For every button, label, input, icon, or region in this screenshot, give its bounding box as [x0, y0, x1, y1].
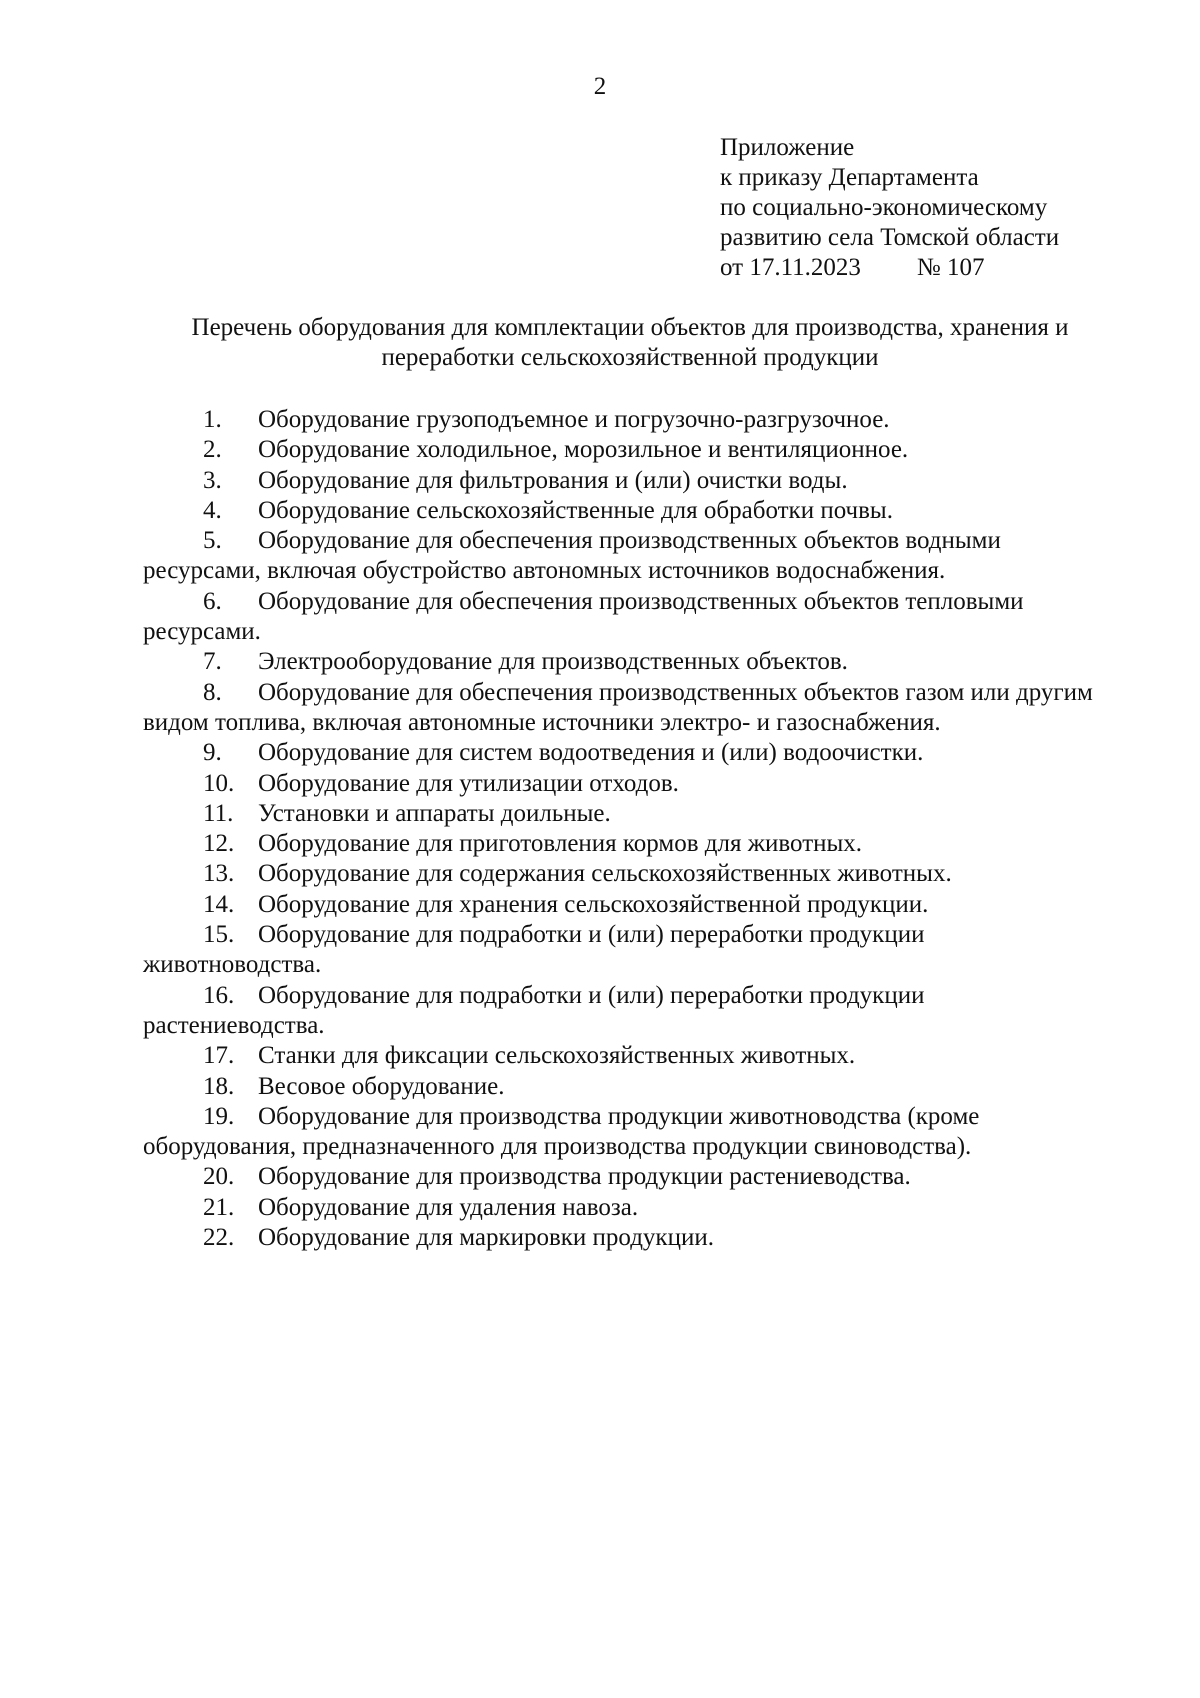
list-item-number: 19. [203, 1102, 235, 1130]
list-item [143, 981, 1108, 1042]
list-item-text: Оборудование для приготовления кормов для животных. [258, 830, 863, 858]
list-item-text: Оборудование для обеспечения производственных объектов тепловыми ресурсами. [143, 587, 1024, 646]
list-item-number: 3. [203, 466, 222, 494]
list-item-text: Оборудование для удаления навоза. [258, 1193, 639, 1221]
title-line: переработки сельскохозяйственной продукции [381, 344, 879, 371]
list-item [143, 678, 1108, 739]
list-item [143, 647, 1108, 677]
list-item-number: 13. [203, 860, 235, 888]
list-item-number: 9. [203, 739, 222, 767]
appendix-line: по социально-экономическому [720, 194, 1048, 221]
appendix-header [720, 133, 1059, 283]
list-item-number: 21. [203, 1193, 235, 1221]
list-item-text: Оборудование для подработки и (или) переработки продукции животноводства. [143, 921, 925, 979]
list-item-number: 20. [203, 1163, 235, 1191]
list-item-number: 1. [203, 406, 222, 433]
list-item-text: Электрооборудование для производственных объектов. [258, 648, 848, 676]
list-item [143, 1162, 1108, 1192]
list-item-text: Оборудование для фильтрования и (или) очистки воды. [258, 466, 848, 494]
appendix-line: к приказу Департамента [720, 164, 979, 191]
list-item-text: Оборудование для подработки и (или) переработки продукции растениеводства. [143, 981, 925, 1039]
list-item-text: Оборудование для обеспечения производственных объектов газом или другим видом топлива, включая автономные источники электро- и газоснабжения. [143, 678, 1093, 736]
appendix-line: развитию села Томской области [720, 224, 1060, 251]
list-item [143, 769, 1108, 799]
list-item-number: 8. [203, 678, 222, 706]
list-item-number: 12. [203, 830, 235, 858]
list-item [143, 738, 1108, 768]
list-item [143, 1223, 1108, 1253]
equipment-list [143, 405, 1108, 1253]
list-item [143, 1041, 1108, 1071]
list-item-text: Оборудование для маркировки продукции. [258, 1224, 714, 1252]
list-item [143, 405, 1108, 435]
list-item-text: Оборудование для производства продукции растениеводства. [258, 1163, 911, 1191]
list-item-number: 15. [203, 921, 235, 949]
list-item-number: 2. [203, 436, 222, 464]
list-item [143, 799, 1108, 829]
list-item-text: Оборудование холодильное, морозильное и вентиляционное. [258, 436, 909, 464]
list-item [143, 920, 1108, 981]
list-item [143, 1102, 1108, 1163]
list-item [143, 466, 1108, 496]
list-item-text: Оборудование для систем водоотведения и (или) водоочистки. [258, 739, 924, 767]
list-item-text: Оборудование сельскохозяйственные для обработки почвы. [258, 496, 893, 524]
list-item-number: 16. [203, 981, 235, 1009]
list-item [143, 859, 1108, 889]
list-item-number: 5. [203, 527, 222, 555]
list-item-number: 11. [203, 799, 234, 827]
document-title [0, 313, 1200, 373]
list-item-text: Оборудование грузоподъемное и погрузочно-разгрузочное. [258, 406, 890, 433]
list-item [143, 1072, 1108, 1102]
order-date: от 17.11.2023 [720, 254, 861, 281]
list-item-number: 10. [203, 769, 235, 797]
appendix-line: Приложение [720, 134, 855, 161]
page-number: 2 [593, 73, 607, 100]
list-item-number: 14. [203, 890, 235, 918]
list-item-text: Установки и аппараты доильные. [258, 799, 611, 827]
order-line [720, 253, 1059, 283]
list-item-number: 17. [203, 1042, 235, 1070]
list-item-number: 4. [203, 496, 222, 524]
list-item [143, 1193, 1108, 1223]
list-item [143, 496, 1108, 526]
list-item-text: Оборудование для обеспечения производственных объектов водными ресурсами, включая обустройство автономных источников водоснабжения. [143, 527, 1001, 585]
list-item-number: 6. [203, 587, 222, 615]
list-item-number: 22. [203, 1224, 235, 1252]
list-item-text: Станки для фиксации сельскохозяйственных животных. [258, 1042, 856, 1070]
list-item-text: Весовое оборудование. [258, 1072, 505, 1100]
list-item-text: Оборудование для утилизации отходов. [258, 769, 679, 797]
list-item [143, 526, 1108, 587]
list-item [143, 890, 1108, 920]
list-item-number: 18. [203, 1072, 235, 1100]
list-item-number: 7. [203, 648, 222, 676]
list-item [143, 829, 1108, 859]
list-item-text: Оборудование для хранения сельскохозяйственной продукции. [258, 890, 929, 918]
list-item-text: Оборудование для содержания сельскохозяйственных животных. [258, 860, 952, 888]
list-item-text: Оборудование для производства продукции животноводства (кроме оборудования, предназначенного для производства продукции свиноводства). [143, 1102, 980, 1161]
list-item [143, 435, 1108, 465]
order-number: № 107 [916, 254, 985, 281]
title-line: Перечень оборудования для комплектации объектов для производства, хранения и [191, 314, 1069, 341]
list-item [143, 587, 1108, 648]
